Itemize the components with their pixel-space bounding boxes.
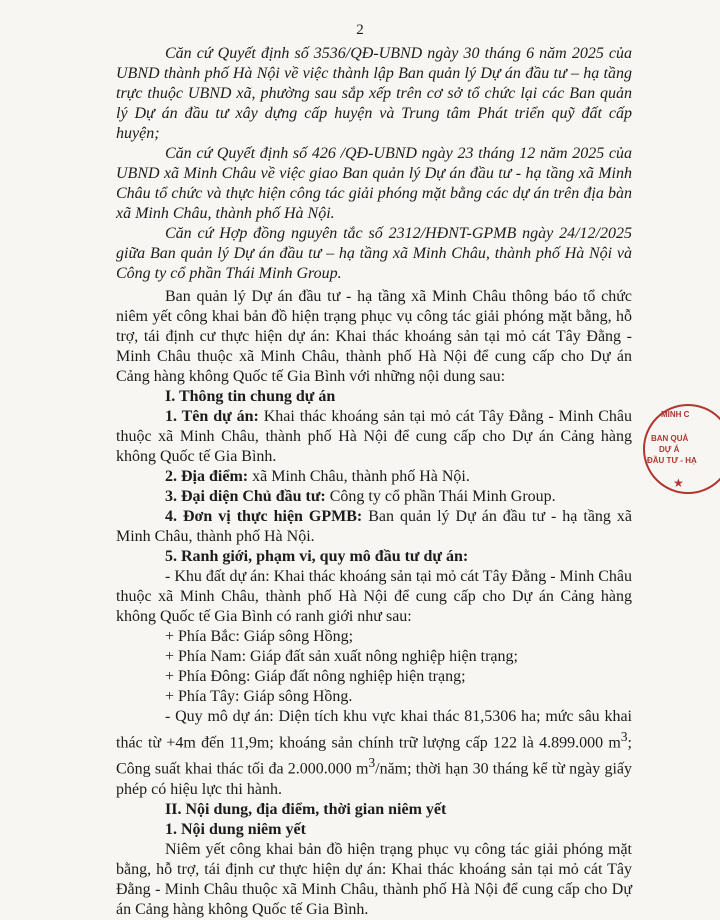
intro-paragraph: Ban quản lý Dự án đầu tư - hạ tầng xã Minh Châu thông báo tổ chức niêm yết công khai bản đồ hiện trạng phục vụ công tác giải phóng mặt bằng, hỗ trợ, tái định cư thực hiện dự án: Khai thác khoáng sản tại mỏ cát Tây Đằng - Minh Châu thuộc xã Minh Châu, thành phố Hà Nội để cung cấp cho Dự án Cảng hàng không Quốc tế Gia Bình với những nội dung sau: <box>116 288 632 385</box>
boundary-east: + Phía Đông: Giáp đất nông nghiệp hiện trạng; <box>165 668 466 685</box>
preamble-paragraph-3: Căn cứ Hợp đồng nguyên tắc số 2312/HĐNT-GPMB ngày 24/12/2025 giữa Ban quản lý Dự án đầu tư – hạ tầng xã Minh Châu, thành phố Hà Nội và Công ty cổ phần Thái Minh Group. <box>116 225 632 282</box>
item-text: Công ty cổ phần Thái Minh Group. <box>325 488 556 505</box>
stamp-ring-text: MINH C <box>661 410 690 419</box>
stamp-line-3: ĐẦU TƯ - HẠ <box>647 456 697 465</box>
boundary-scale-item <box>116 547 632 567</box>
investor-item <box>116 487 632 507</box>
page-number: 2 <box>356 22 364 38</box>
project-area-paragraph: - Khu đất dự án: Khai thác khoáng sản tại mỏ cát Tây Đằng - Minh Châu thuộc xã Minh Châu, thành phố Hà Nội để cung cấp cho Dự án Cảng hàng không Quốc tế Gia Bình có ranh giới như sau: <box>116 568 632 625</box>
preamble-paragraph-2: Căn cứ Quyết định số 426 /QĐ-UBND ngày 23 tháng 12 năm 2025 của UBND xã Minh Châu về việc giao Ban quản lý Dự án đầu tư - hạ tầng xã Minh Châu tổ chức và thực hiện công tác giải phóng mặt bằng các dự án trên địa bàn xã Minh Châu, thành phố Hà Nội. <box>116 145 632 222</box>
item-label: 1. Tên dự án: <box>165 408 259 425</box>
boundary-north: + Phía Bắc: Giáp sông Hồng; <box>165 628 354 645</box>
section-2-subheading: 1. Nội dung niêm yết <box>165 820 306 838</box>
paper-fold-line <box>0 0 131 81</box>
item-label: 5. Ranh giới, phạm vi, quy mô đầu tư dự án: <box>165 548 469 565</box>
red-seal-stamp <box>643 404 720 494</box>
boundary-south: + Phía Nam: Giáp đất sản xuất nông nghiệp hiện trạng; <box>165 648 518 665</box>
gpmb-unit-item <box>116 507 632 547</box>
item-label: 3. Đại diện Chủ đầu tư: <box>165 488 326 505</box>
item-text: xã Minh Châu, thành phố Hà Nội. <box>248 468 470 485</box>
stamp-star-icon: ★ <box>673 476 684 490</box>
stamp-line-1: BAN QUẢ <box>651 434 689 443</box>
stamp-line-2: DỰ Á <box>659 445 680 454</box>
posting-content-paragraph: Niêm yết công khai bản đồ hiện trạng phục vụ công tác giải phóng mặt bằng, hỗ trợ, tái định cư thực hiện dự án: Khai thác khoáng sản tại mỏ cát Tây Đằng - Minh Châu thuộc xã Minh Châu, thành phố Hà Nội để cung cấp cho Dự án Cảng hàng không Quốc tế Gia Bình. <box>116 840 632 918</box>
item-text: Khai thác khoáng sản tại mỏ cát Tây Đằng - Minh Châu thuộc xã Minh Châu, thành phố Hà Nội để cung cấp cho Dự án Cảng hàng không Quốc tế Gia Bình. <box>116 408 633 465</box>
section-1-heading: I. Thông tin chung dự án <box>165 388 336 405</box>
item-label: 2. Địa điểm: <box>165 468 249 485</box>
project-scale-paragraph: - Quy mô dự án: Diện tích khu vực khai thác 81,5306 ha; mức sâu khai thác từ +4m đến 11,9m; khoáng sản chính trữ lượng cấp 122 là 4.899.000 $m^3$; Công suất khai thác tối đa 2.000.000 $m^3$/năm; thời hạn 30 tháng kể từ ngày giấy phép có hiệu lực thi hành. <box>116 708 632 798</box>
project-name-item <box>116 407 632 467</box>
location-item <box>116 467 632 487</box>
boundary-west: + Phía Tây: Giáp sông Hồng. <box>165 688 353 705</box>
item-label: 4. Đơn vị thực hiện GPMB: <box>165 508 363 525</box>
document-body <box>116 44 632 920</box>
preamble-paragraph-1: Căn cứ Quyết định số 3536/QĐ-UBND ngày 30 tháng 6 năm 2025 của UBND thành phố Hà Nội về việc thành lập Ban quản lý Dự án đầu tư – hạ tầng trực thuộc UBND xã, phường sau sắp xếp trên cơ sở tổ chức lại các Ban quản lý Dự án đầu tư xây dựng cấp huyện và Trung tâm Phát triển quỹ đất cấp huyện; <box>116 45 632 142</box>
section-2-heading: II. Nội dung, địa điểm, thời gian niêm yết <box>165 800 447 818</box>
item-text: Ban quản lý Dự án đầu tư - hạ tầng xã Minh Châu, thành phố Hà Nội. <box>116 508 632 545</box>
